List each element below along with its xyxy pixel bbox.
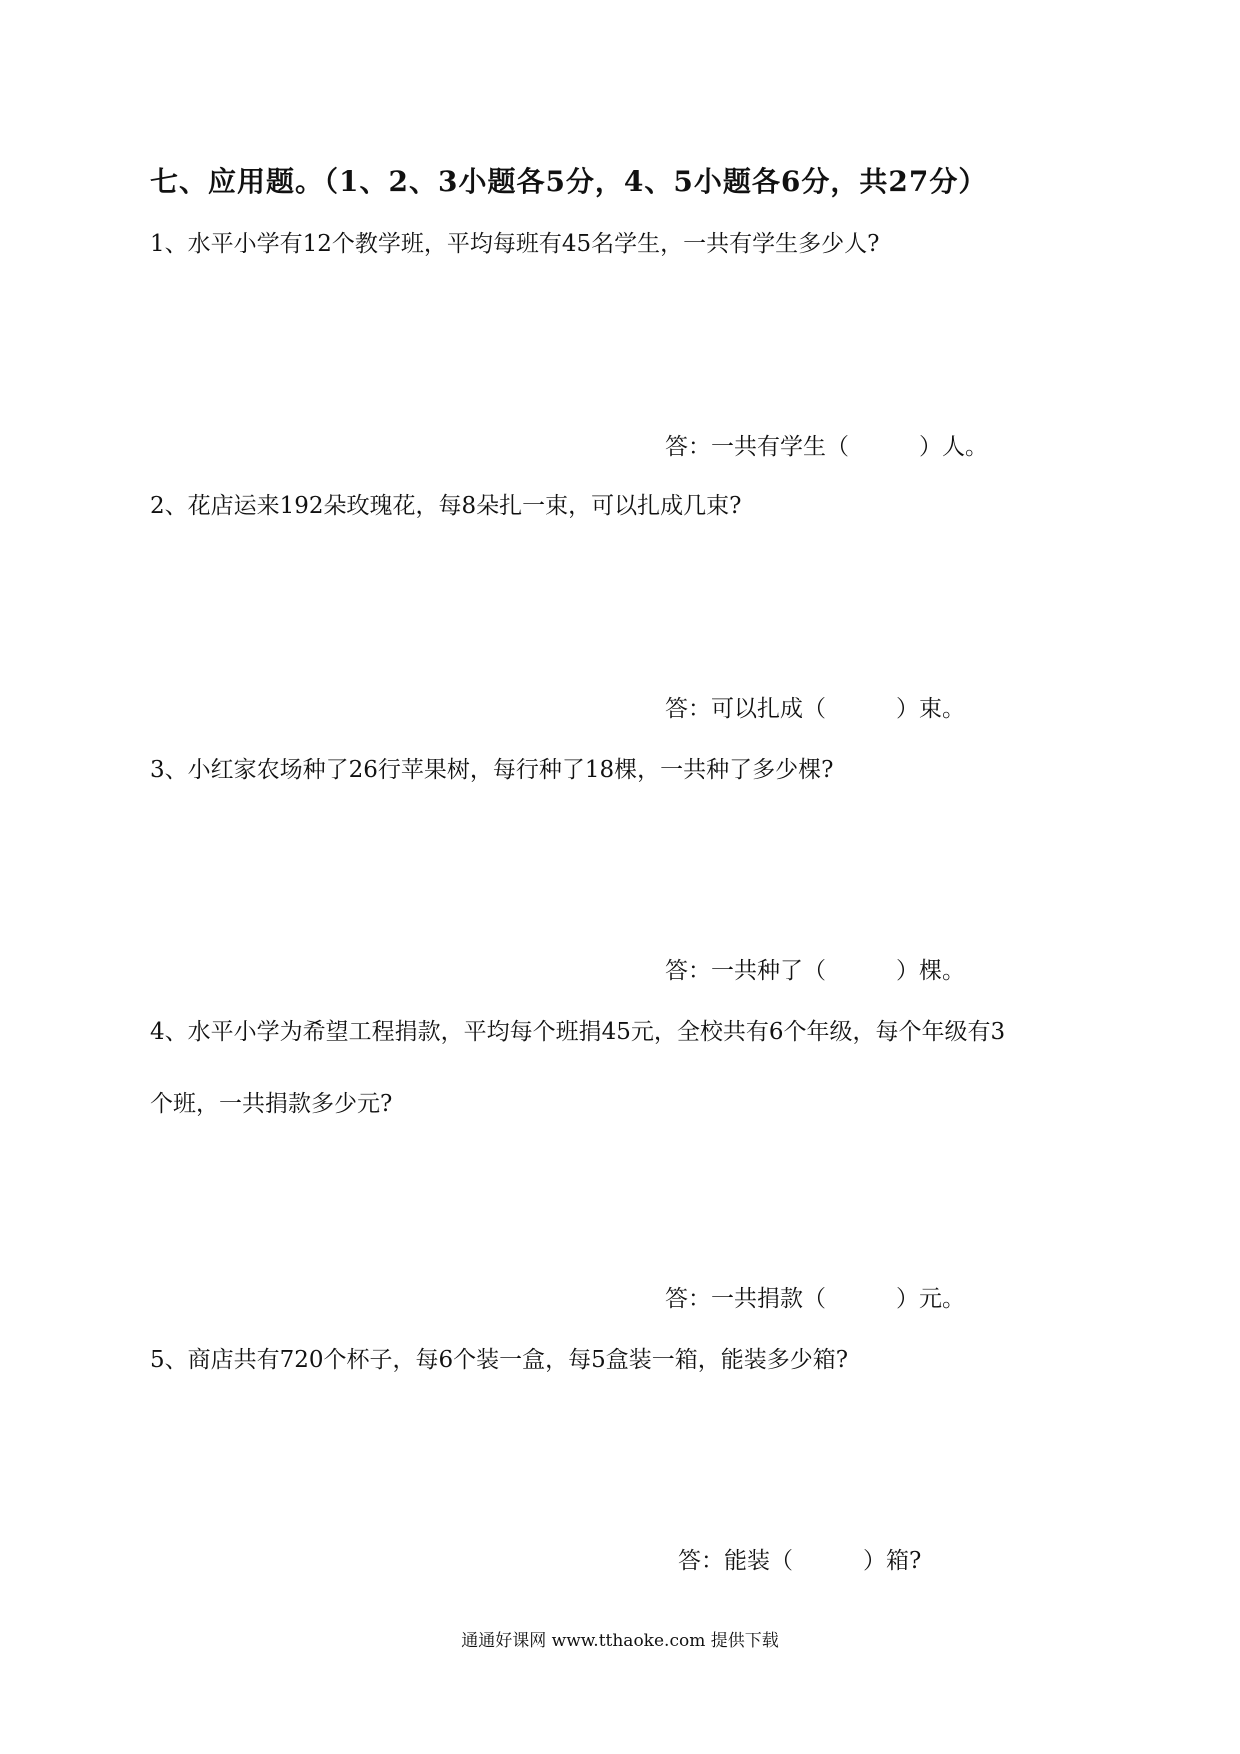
footer-source-note: 通通好课网 www.tthaoke.com 提供下载 [461, 1631, 779, 1651]
section-title: 七、应用题。（1、2、3小题各5分，4、5小题各6分，共27分） [150, 165, 988, 198]
question-3 [150, 734, 1100, 806]
answer-4-prefix: 答：一共捐款（ [665, 1286, 826, 1312]
question-5 [150, 1324, 1100, 1396]
answer-3-suffix: ）棵。 [896, 958, 965, 984]
answer-2 [665, 690, 965, 723]
question-2-text: 2、花店运来192朵玫瑰花，每8朵扎一束，可以扎成几束? [150, 493, 742, 519]
answer-2-prefix: 答：可以扎成（ [665, 696, 826, 722]
answer-1-prefix: 答：一共有学生（ [665, 434, 849, 460]
question-4 [150, 996, 1100, 1140]
question-2 [150, 470, 1100, 542]
answer-4-suffix: ）元。 [896, 1286, 965, 1312]
answer-1 [665, 428, 988, 461]
question-1-text: 1、水平小学有12个教学班，平均每班有45名学生，一共有学生多少人? [150, 231, 880, 257]
question-4-text-line2: 个班，一共捐款多少元? [150, 1091, 393, 1117]
answer-3-prefix: 答：一共种了（ [665, 958, 826, 984]
question-4-text-line1: 4、水平小学为希望工程捐款，平均每个班捐45元，全校共有6个年级，每个年级有3 [150, 1019, 1006, 1045]
answer-5-suffix: ）箱? [863, 1548, 922, 1574]
answer-4 [665, 1280, 965, 1313]
question-5-text: 5、商店共有720个杯子，每6个装一盒，每5盒装一箱，能装多少箱? [150, 1347, 849, 1373]
answer-3 [665, 952, 965, 985]
answer-5 [678, 1542, 921, 1575]
answer-2-suffix: ）束。 [896, 696, 965, 722]
question-3-text: 3、小红家农场种了26行苹果树，每行种了18棵，一共种了多少棵? [150, 757, 834, 783]
answer-1-suffix: ）人。 [919, 434, 988, 460]
answer-5-prefix: 答：能装（ [678, 1548, 793, 1574]
question-1 [150, 208, 1100, 280]
